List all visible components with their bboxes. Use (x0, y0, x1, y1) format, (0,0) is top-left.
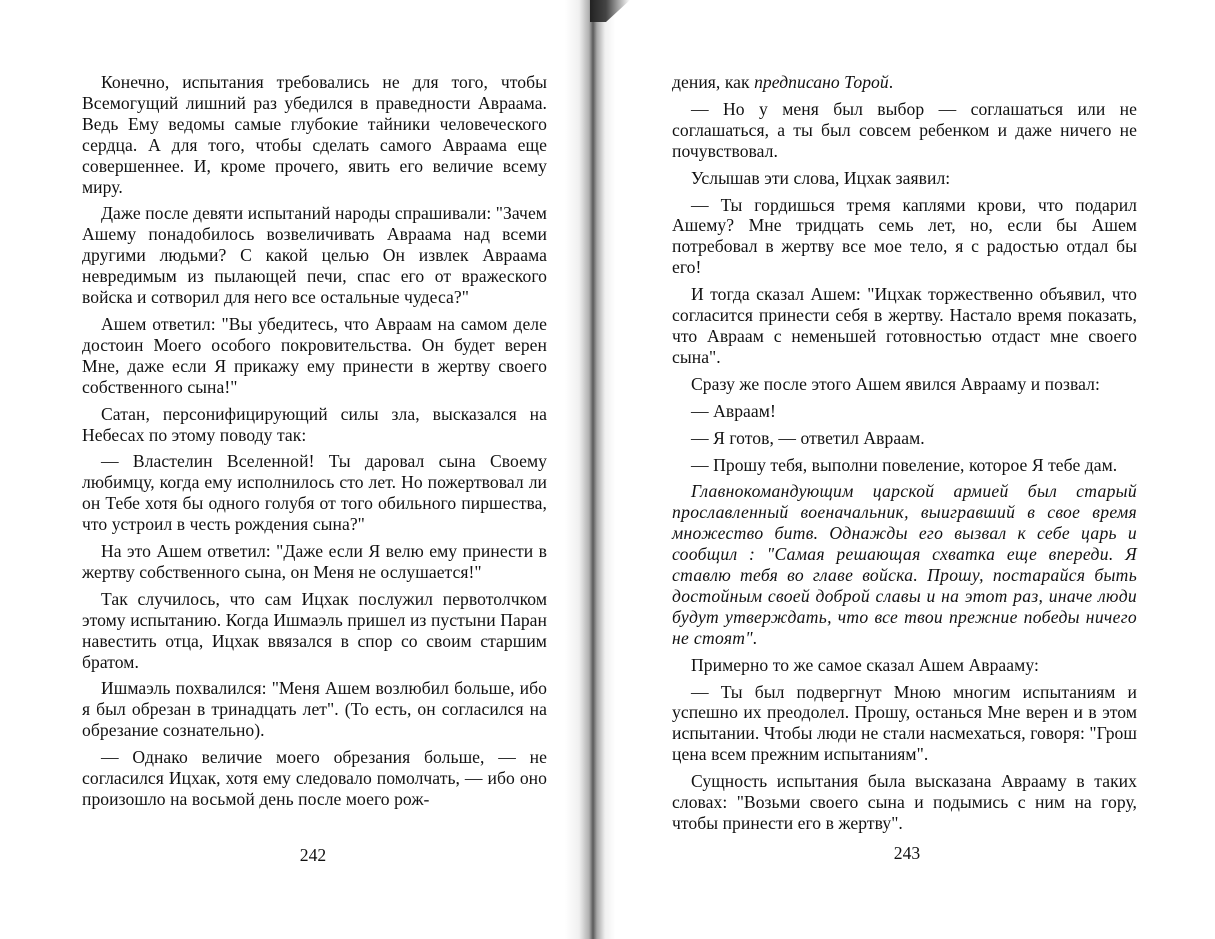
paragraph: Ишмаэль похвалился: "Меня Ашем возлюбил больше, ибо я был обрезан в тринадцать лет". (То есть, он согласился на обрезание сознательно). (82, 678, 547, 741)
continuation-line (672, 72, 1137, 93)
paragraph: Даже после девяти испытаний народы спрашивали: "Зачем Ашему понадобилось возвеличивать Авраама над всеми другими людьми? С какой целью Он извлек Авраама невредимым из пылающей печи, спас его от вражеского войска и сотворил для него все остальные чудеса?" (82, 203, 547, 308)
book-gutter-shadow (565, 0, 615, 939)
continuation-end: . (888, 72, 894, 92)
parable-paragraph: Главнокомандующим царской армией был старый прославленный военачальник, выигравший в свое время множество битв. Однажды его вызвал к себе царь и сообщил : "Самая решающая схватка еще впереди. Я ставлю тебя во главе войска. Прошу, постарайся быть достойным своей доброй славы и на этот раз, иначе люди будут утверждать, что все твои прежние победы ничего не стоят". (672, 481, 1137, 648)
right-page (672, 72, 1137, 840)
paragraph: — Однако величие моего обрезания больше, — не согласился Ицхак, хотя ему следовало помолчать, — ибо оно произошло на восьмой день после моего рож- (82, 747, 547, 809)
paragraph: Услышав эти слова, Ицхак заявил: (691, 167, 951, 188)
paragraph: — Я готов, — ответил Авраам. (691, 427, 925, 448)
paragraph: Сущность испытания была высказана Аврааму в таких словах: "Возьми своего сына и подымись с ним на гору, чтобы принести его в жертву". (672, 771, 1137, 833)
paragraph: Сразу же после этого Ашем явился Аврааму и позвал: (691, 373, 1100, 394)
page-number-left: 242 (299, 845, 327, 865)
paragraph: И тогда сказал Ашем: "Ицхак торжественно объявил, что согласится принести себя в жертву. Настало время показать, что Авраам с неменьшей готовностью отдаст мне своего сына". (672, 284, 1137, 367)
paragraph: — Ты гордишься тремя каплями крови, что подарил Ашему? Мне тридцать семь лет, но, если бы Ашем потребовал в жертву все мое тело, я с радостью отдал бы его! (672, 194, 1137, 278)
paragraph: — Но у меня был выбор — соглашаться или не соглашаться, а ты был совсем ребенком и даже ничего не почувствовал. (672, 98, 1137, 161)
paragraph: — Прошу тебя, выполни повеление, которое Я тебе дам. (691, 454, 1118, 475)
left-page (82, 72, 547, 816)
page-number-right: 243 (893, 843, 921, 863)
paragraph: Так случилось, что сам Ицхак послужил первотолчком этому испытанию. Когда Ишмаэль пришел из пустыни Паран навестить отца, Ицхак ввязался в спор со своим старшим братом. (82, 588, 547, 672)
paragraph: Ашем ответил: "Вы убедитесь, что Авраам на самом деле достоин Моего особого покровительства. Он будет верен Мне, даже если Я прикажу ему принести в жертву своего собственного сына!" (82, 313, 547, 397)
paragraph: Конечно, испытания требовались не для того, чтобы Всемогущий лишний раз убедился в праведности Авраама. Ведь Ему ведомы самые глубокие тайники человеческого сердца. А для того, чтобы сделать самого Авраама еще совершеннее. И, кроме прочего, явить его величие всему миру. (82, 72, 547, 197)
continuation-text: дения, как (672, 72, 755, 92)
paragraph: На это Ашем ответил: "Даже если Я велю ему принести в жертву собственного сына, он Меня не ослушается!" (82, 541, 547, 582)
paragraph: Сатан, персонифицирующий силы зла, высказался на Небесах по этому поводу так: (82, 403, 547, 445)
paragraph: — Авраам! (691, 400, 776, 421)
paragraph: — Ты был подвергнут Мною многим испытаниям и успешно их преодолел. Прошу, останься Мне верен и в этом испытании. Чтобы люди не стали насмехаться, говоря: "Грош цена всем прежним испытаниям". (672, 681, 1137, 765)
continuation-italic: предписано Торой (754, 72, 889, 92)
paragraph: — Властелин Вселенной! Ты даровал сына Своему любимцу, когда ему исполнилось сто лет. Но пожертвовал ли он Тебе хотя бы одного голубя от того обильного пиршества, что устроил в честь рождения сына?" (82, 451, 547, 535)
paragraph: Примерно то же самое сказал Ашем Аврааму: (691, 654, 1039, 675)
